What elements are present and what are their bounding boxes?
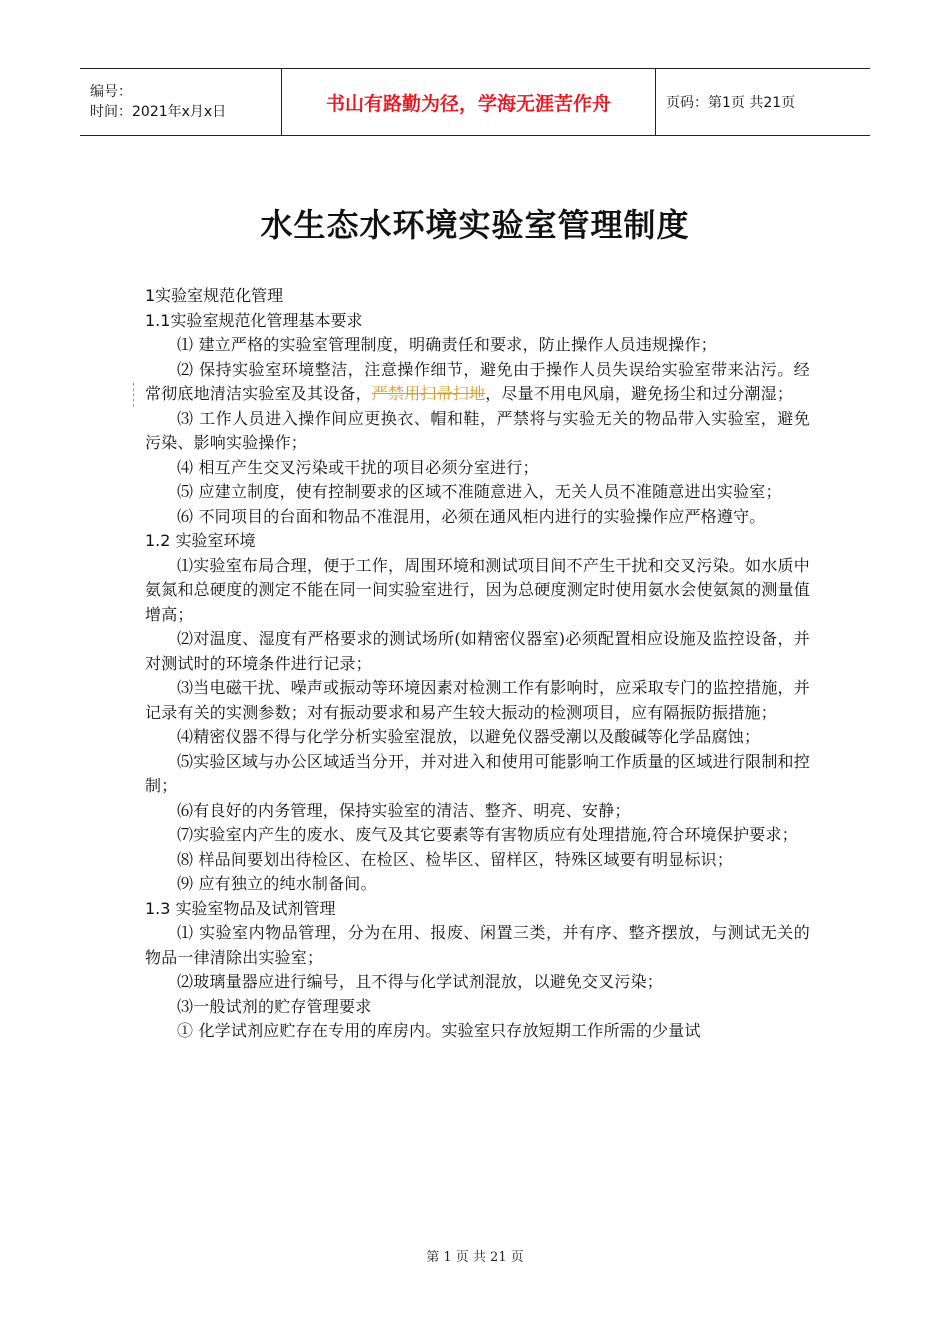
header-motto: 书山有路勤为径，学海无涯苦作舟 [282, 69, 656, 135]
paragraph: ⑹有良好的内务管理，保持实验室的清洁、整齐、明亮、安静； [177, 800, 631, 820]
subsection-heading: 1.2 实验室环境 [145, 531, 256, 550]
paragraph: ⑺实验室内产生的废水、废气及其它要素等有害物质应有处理措施,符合环境保护要求； [177, 825, 798, 844]
document-number-label: 编号： [90, 84, 132, 100]
paragraph: ⑶一般试剂的贮存管理要求 [177, 996, 372, 1016]
paragraph-text: ⑵ 保持实验室环境整洁，注意操作细节，避免由于操作人员失误给实验室带来沾污。经常彻底地清洁实验室及其设备， [145, 359, 810, 403]
paragraph: ⑴ 实验室内物品管理，分为在用、报废、闲置三类，并有序、整齐摆放，与测试无关的物品一律清除出实验室； [145, 923, 810, 967]
header-page-info: 页码：第1页 共21页 [666, 95, 796, 111]
paragraph: ⑶当电磁干扰、噪声或振动等环境因素对检测工作有影响时，应采取专门的监控措施，并记录有关的实测参数；对有振动要求和易产生较大振动的检测项目，应有隔振防振措施； [145, 678, 810, 722]
deleted-text: 严禁用扫帚扫地 [371, 384, 486, 403]
paragraph: ⑵对温度、湿度有严格要求的测试场所(如精密仪器室)必须配置相应设施及监控设备，并对测试时的环境条件进行记录； [145, 629, 810, 673]
paragraph: ⑸ 应建立制度，使有控制要求的区域不准随意进入，无关人员不准随意进出实验室； [177, 482, 782, 501]
page-footer: 第 1 页 共 21 页 [426, 1250, 524, 1265]
paragraph: ① 化学试剂应贮存在专用的库房内。实验室只存放短期工作所需的少量试 [177, 1021, 701, 1040]
header-meta [80, 69, 282, 135]
paragraph: ⑸实验区域与办公区域适当分开，并对进入和使用可能影响工作质量的区域进行限制和控制； [145, 751, 810, 795]
paragraph [145, 358, 810, 407]
paragraph: ⑹ 不同项目的台面和物品不准混用，必须在通风柜内进行的实验操作应严格遵守。 [177, 506, 766, 526]
paragraph: ⑴实验室布局合理，便于工作，周围环境和测试项目间不产生干扰和交叉污染。如水质中氨氮和总硬度的测定不能在同一间实验室进行，因为总硬度测定时使用氨水会使氨氮的测量值增高； [145, 555, 810, 624]
paragraph: ⑻ 样品间要划出待检区、在检区、检毕区、留样区，特殊区域要有明显标识； [177, 849, 734, 869]
subsection-heading: 1.3 实验室物品及试剂管理 [145, 898, 336, 918]
paragraph: ⑼ 应有独立的纯水制备间。 [177, 874, 377, 893]
document-body [145, 284, 810, 1044]
paragraph-text: ，尽量不用电风扇，避免扬尘和过分潮湿； [485, 384, 794, 403]
page-header [80, 68, 870, 136]
paragraph: ⑷精密仪器不得与化学分析实验室混放，以避免仪器受潮以及酸碱等化学品腐蚀； [177, 727, 761, 746]
document-date: 时间：2021年x月x日 [90, 104, 227, 120]
revision-marker [133, 383, 135, 407]
paragraph: ⑵玻璃量器应进行编号，且不得与化学试剂混放，以避免交叉污染； [177, 972, 664, 991]
paragraph: ⑶ 工作人员进入操作间应更换衣、帽和鞋，严禁将与实验无关的物品带入实验室，避免污染、影响实验操作； [145, 408, 810, 452]
document-title: 水生态水环境实验室管理制度 [260, 206, 690, 244]
paragraph: ⑴ 建立严格的实验室管理制度，明确责任和要求，防止操作人员违规操作； [177, 335, 717, 354]
section-heading: 1实验室规范化管理 [145, 286, 284, 305]
paragraph: ⑷ 相互产生交叉污染或干扰的项目必须分室进行； [177, 457, 539, 477]
subsection-heading: 1.1实验室规范化管理基本要求 [145, 310, 363, 330]
